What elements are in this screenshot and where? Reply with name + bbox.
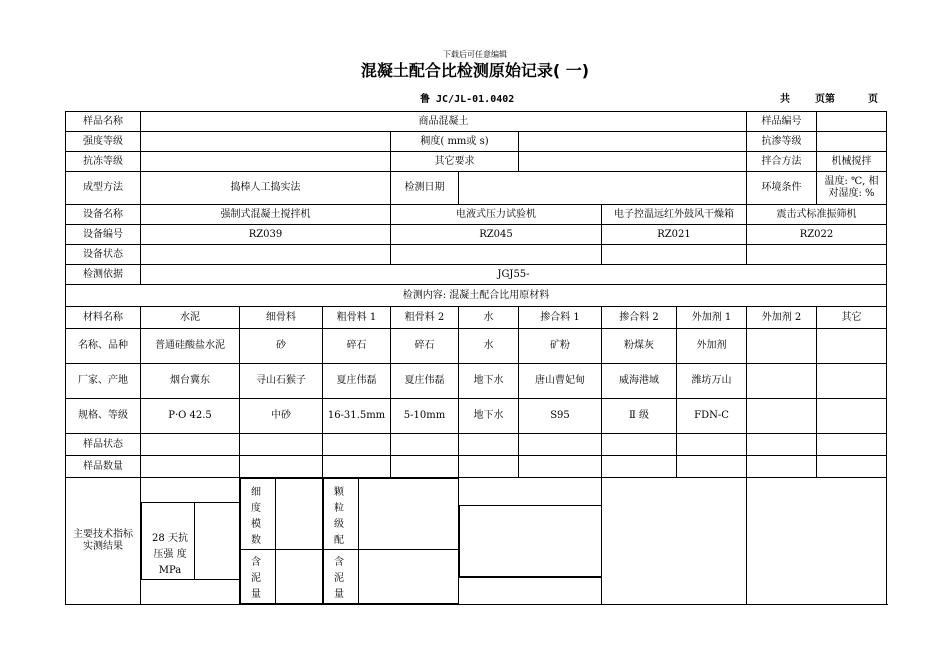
equipment-no-1: RZ039 [141,225,391,245]
env-label: 环境条件 [747,172,817,205]
material-cell: FDN-C [677,399,747,434]
equipment-no-label: 设备编号 [66,225,141,245]
fineness-inner [240,478,322,604]
mud2-value[interactable] [359,550,459,604]
fineness-cell [240,478,323,605]
materials-header-cell: 外加剂 1 [677,307,747,329]
forming-value: 捣棒人工捣实法 [141,172,391,205]
tech-blank-cell-1 [459,478,602,605]
document-title: 混凝土配合比检测原始记录( 一) [360,61,590,80]
material-cell: 水 [459,329,519,364]
material-cell[interactable] [747,434,817,456]
material-cell[interactable] [323,434,391,456]
consistency-label: 稠度( mm或 s) [391,132,519,152]
materials-header-cell: 粗骨料 1 [323,307,391,329]
material-cell: 砂 [240,329,323,364]
document-code: 鲁 JC/JL-01.0402 [420,94,515,105]
equipment-name-3: 电子控温远红外鼓风干燥箱 [602,205,747,225]
materials-header-cell: 粗骨料 2 [391,307,459,329]
page-total-label: 共 [780,94,790,105]
mud2-label: 含泥量 [334,557,344,600]
strength-28d-value[interactable] [195,503,240,580]
material-cell[interactable] [519,456,602,478]
sample-name-label: 样品名称 [66,112,141,132]
material-cell[interactable] [817,399,887,434]
basis-label: 检测依据 [66,265,141,285]
fineness-value[interactable] [276,479,323,550]
material-cell[interactable] [747,399,817,434]
material-cell: 唐山曹妃甸 [519,364,602,399]
material-cell: 普通硅酸盐水泥 [141,329,240,364]
material-cell[interactable] [141,434,240,456]
material-cell: P·O 42.5 [141,399,240,434]
equipment-name-4: 震击式标准振筛机 [747,205,887,225]
material-cell[interactable] [459,456,519,478]
test-date-value[interactable] [459,172,747,205]
tech-results-label: 主要技术指标实测结果 [66,478,141,605]
forming-label: 成型方法 [66,172,141,205]
mud-value[interactable] [276,550,323,604]
equipment-status-label: 设备状态 [66,245,141,265]
material-cell: 样品数量 [66,456,141,478]
equipment-status-1[interactable] [141,245,391,265]
strength-label: 强度等级 [66,132,141,152]
tech-results-row [66,478,887,605]
material-cell: 粉煤灰 [602,329,677,364]
tech-blank-cell-3[interactable] [747,478,887,605]
material-cell: 碎石 [323,329,391,364]
material-cell: 夏庄伟磊 [391,364,459,399]
other-value[interactable] [519,152,747,172]
material-cell[interactable] [677,434,747,456]
tech-blank-top[interactable] [460,505,602,576]
material-cell: 名称、品种 [66,329,141,364]
materials-row-quantity [66,456,887,478]
material-cell: 厂家、产地 [66,364,141,399]
material-cell[interactable] [240,456,323,478]
equipment-name-2: 电液式压力试验机 [391,205,602,225]
materials-header-cell: 水 [459,307,519,329]
materials-header-cell: 掺合料 1 [519,307,602,329]
mud-label: 含泥量 [251,557,261,600]
materials-row-state [66,434,887,456]
sample-no-value[interactable] [817,112,887,132]
sample-no-label: 样品编号 [747,112,817,132]
material-cell: 潍坊万山 [677,364,747,399]
materials-header-cell: 其它 [817,307,887,329]
materials-header-cell: 掺合料 2 [602,307,677,329]
material-cell[interactable] [817,434,887,456]
equipment-status-2[interactable] [391,245,602,265]
tech-blank-bottom[interactable] [460,576,602,577]
mix-method-value: 机械搅拌 [817,152,887,172]
grading-label-cell [324,479,359,550]
material-cell: 地下水 [459,364,519,399]
material-cell: S95 [519,399,602,434]
material-cell: 16-31.5mm [323,399,391,434]
sample-name-value: 商品混凝土 [141,112,747,132]
equipment-name-label: 设备名称 [66,205,141,225]
material-cell: 5-10mm [391,399,459,434]
material-cell[interactable] [240,434,323,456]
env-value: 温度: ℃, 相对湿度: % [817,172,887,205]
material-cell: 样品状态 [66,434,141,456]
materials-row-origin [66,364,887,399]
materials-header-cell: 材料名称 [66,307,141,329]
material-cell[interactable] [459,434,519,456]
material-cell[interactable] [602,456,677,478]
fineness-label-cell [241,479,276,550]
equipment-no-4: RZ022 [747,225,887,245]
content-title: 检测内容: 混凝土配合比用原材料 [66,285,887,307]
grading-cell [323,478,459,605]
material-cell[interactable] [677,456,747,478]
edit-note: 下载后可任意编辑 [443,50,507,59]
material-cell: 矿粉 [519,329,602,364]
material-cell[interactable] [747,329,817,364]
material-cell[interactable] [391,456,459,478]
grading-label: 颗粒级配 [334,486,344,546]
equipment-name-1: 强制式混凝土搅拌机 [141,205,391,225]
equipment-status-3[interactable] [602,245,747,265]
mud-label-cell [241,550,276,604]
record-table [65,111,887,605]
grading-value[interactable] [359,479,459,550]
equipment-no-2: RZ045 [391,225,602,245]
other-label: 其它要求 [391,152,519,172]
materials-row-name [66,329,887,364]
material-cell[interactable] [747,364,817,399]
strength-28d-inner [141,502,239,580]
basis-value: JGJ55- [141,265,887,285]
material-cell: 中砂 [240,399,323,434]
impermeability-label: 抗渗等级 [747,132,817,152]
materials-header-cell: 水泥 [141,307,240,329]
material-cell: 规格、等级 [66,399,141,434]
fineness-label: 细度模数 [251,486,261,546]
impermeability-value[interactable] [817,132,887,152]
mix-method-label: 拌合方法 [747,152,817,172]
material-cell[interactable] [817,364,887,399]
material-cell[interactable] [391,434,459,456]
tech-blank-cell-2[interactable] [602,478,747,605]
material-cell[interactable] [747,456,817,478]
grading-inner [323,478,458,604]
strength-28d-cell [141,478,240,605]
strength-28d-label: 28 天抗 压强 度MPa [142,503,195,580]
frost-label: 抗冻等级 [66,152,141,172]
materials-header-cell: 细骨料 [240,307,323,329]
material-cell: Ⅱ 级 [602,399,677,434]
material-cell[interactable] [323,456,391,478]
materials-header-cell: 外加剂 2 [747,307,817,329]
materials-row-spec [66,399,887,434]
frost-value[interactable] [141,152,391,172]
material-cell: 外加剂 [677,329,747,364]
equipment-no-3: RZ021 [602,225,747,245]
material-cell: 地下水 [459,399,519,434]
material-cell[interactable] [817,456,887,478]
tech-blank-inner-1 [459,505,601,578]
equipment-status-4[interactable] [747,245,887,265]
material-cell: 威海港域 [602,364,677,399]
page-number-label: 页第 [815,94,835,105]
page-label: 页 [868,94,878,105]
material-cell[interactable] [519,434,602,456]
mud2-label-cell [324,550,359,604]
material-cell[interactable] [141,456,240,478]
material-cell: 烟台冀东 [141,364,240,399]
material-cell: 寻山石猴子 [240,364,323,399]
material-cell: 碎石 [391,329,459,364]
material-cell[interactable] [817,329,887,364]
test-date-label: 检测日期 [391,172,459,205]
strength-value[interactable] [141,132,391,152]
material-cell: 夏庄伟磊 [323,364,391,399]
consistency-value[interactable] [519,132,747,152]
materials-header-row [66,307,887,329]
material-cell[interactable] [602,434,677,456]
